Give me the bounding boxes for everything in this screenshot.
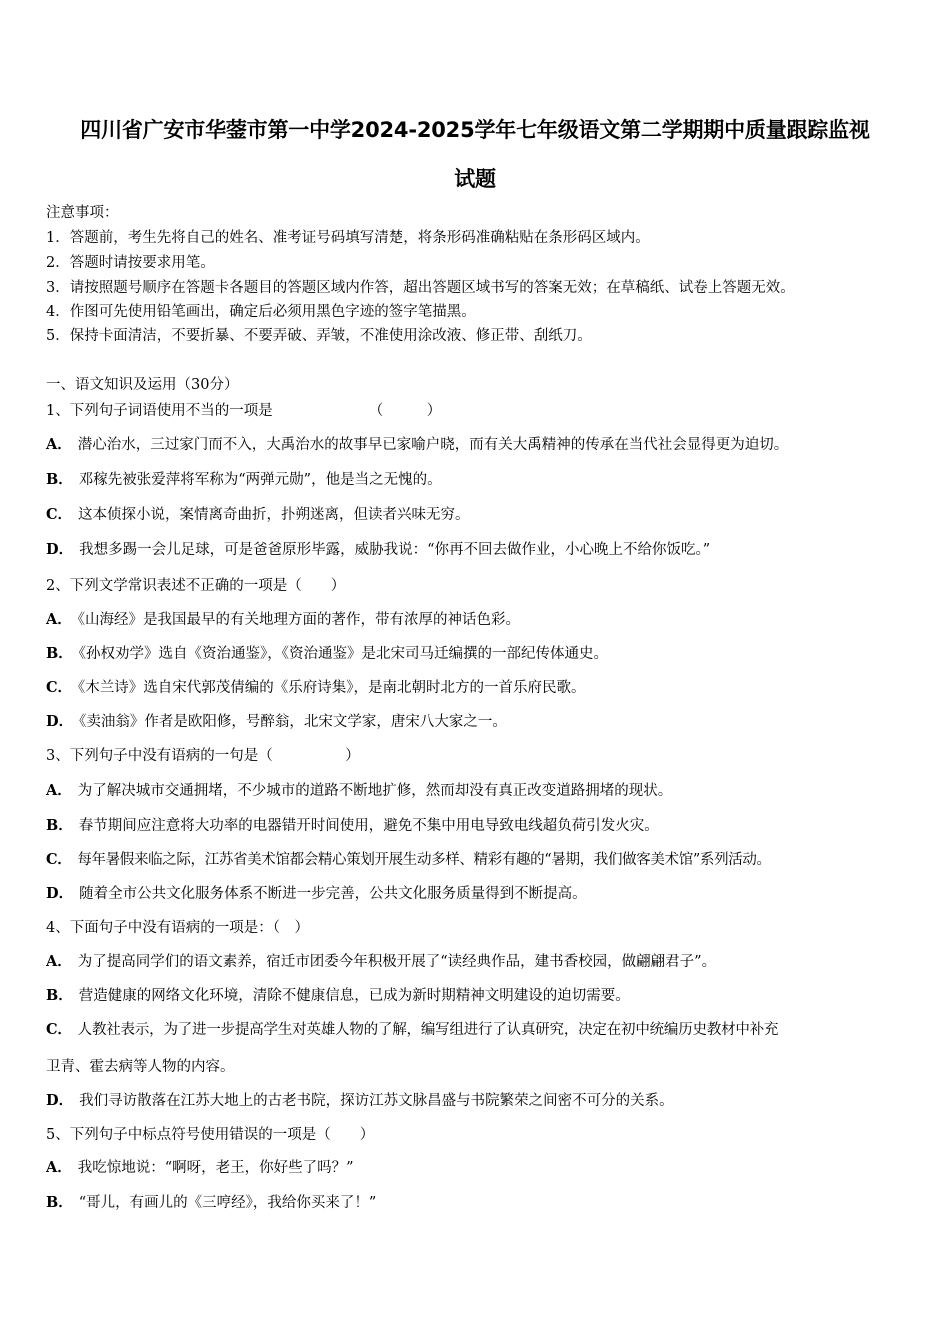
- notice-item-4: 4．作图可先使用铅笔画出，确定后必须用黑色字迹的签字笔描黑。: [46, 304, 476, 320]
- option-text: 为了提高同学们的语文素养，宿迁市团委今年积极开展了“读经典作品，建书香校园，做翩翩君子”。: [77, 954, 717, 970]
- option-label: B．: [46, 987, 73, 1004]
- question-4-option-b: [46, 986, 630, 1006]
- option-label: C．: [46, 679, 73, 696]
- question-4-option-a: [46, 952, 716, 972]
- question-2-option-a: [46, 610, 520, 630]
- option-label: D．: [46, 885, 74, 902]
- option-text: 我吃惊地说：“啊呀，老王，你好些了吗？”: [77, 1160, 354, 1176]
- notice-item-5: 5．保持卡面清洁，不要折暴、不要弄破、弄皱，不准使用涂改液、修正带、刮纸刀。: [46, 328, 592, 344]
- option-text: 潜心治水，三过家门而不入，大禹治水的故事早已家喻户晓，而有关大禹精神的传承在当代社会显得更为迫切。: [77, 437, 789, 453]
- question-1-option-b: [46, 470, 442, 490]
- question-2-option-b: [46, 644, 608, 664]
- option-text: 每年暑假来临之际，江苏省美术馆都会精心策划开展生动多样、精彩有趣的“暑期，我们做客美术馆”系列活动。: [77, 852, 771, 868]
- question-4-option-c: [46, 1020, 778, 1040]
- exam-title-line-2: 试题: [454, 167, 496, 191]
- option-text: 邓稼先被张爱萍将军称为“两弹元勋”，他是当之无愧的。: [78, 472, 442, 488]
- option-text: 这本侦探小说，案情离奇曲折，扑朔迷离，但读者兴味无穷。: [78, 507, 470, 523]
- option-label: C．: [46, 851, 72, 868]
- question-3-option-b: [46, 816, 659, 836]
- option-label: B．: [46, 817, 73, 834]
- option-text: 《山海经》是我国最早的有关地理方面的著作，带有浓厚的神话色彩。: [77, 612, 521, 628]
- option-label: B．: [46, 1194, 73, 1211]
- question-1-option-c: [46, 505, 470, 525]
- option-label: A．: [46, 1159, 72, 1176]
- question-5-option-a: [46, 1158, 354, 1178]
- option-text: 我想多踢一会儿足球，可是爸爸原形毕露，威胁我说：“你再不回去做作业，小心晚上不给你饭吃。”: [79, 542, 711, 558]
- option-label: A．: [46, 782, 72, 799]
- option-label: D．: [46, 1092, 74, 1109]
- option-text: 我们寻访散落在江苏大地上的古老书院，探访江苏文脉昌盛与书院繁荣之间密不可分的关系。: [79, 1093, 674, 1109]
- option-text: 《卖油翁》作者是欧阳修，号醉翁，北宋文学家，唐宋八大家之一。: [79, 714, 507, 730]
- option-label: B．: [46, 471, 73, 488]
- question-2-stem: 2、下列文学常识表述不正确的一项是（ ）: [46, 578, 346, 594]
- question-3-option-c: [46, 850, 771, 870]
- option-text: 《孙权劝学》选自《资治通鉴》，《资治通鉴》是北宋司马迁编撰的一部纪传体通史。: [78, 646, 609, 662]
- question-2-option-c: [46, 678, 586, 698]
- option-text: 《木兰诗》选自宋代郭茂倩编的《乐府诗集》，是南北朝时北方的一首乐府民歌。: [78, 680, 586, 696]
- option-label: A．: [46, 953, 72, 970]
- question-5-stem: 5、下列句子中标点符号使用错误的一项是（ ）: [46, 1127, 375, 1143]
- option-label: C．: [46, 1021, 72, 1038]
- option-label: D．: [46, 541, 74, 558]
- exam-title-line-1: 四川省广安市华蓥市第一中学2024-2025学年七年级语文第二学期期中质量跟踪监视: [80, 118, 870, 142]
- question-4-option-c-continued: 卫青、霍去病等人物的内容。: [46, 1059, 235, 1075]
- question-3-stem: 3、下列句子中没有语病的一句是（ ）: [46, 748, 360, 764]
- option-label: A．: [46, 436, 72, 453]
- section-heading: 一、语文知识及运用（30分）: [46, 377, 239, 393]
- option-label: A．: [46, 611, 72, 628]
- question-3-option-a: [46, 781, 672, 801]
- question-4-option-d: [46, 1091, 674, 1111]
- question-1-text: 1、下列句子词语使用不当的一项是: [46, 403, 273, 419]
- option-text: 随着全市公共文化服务体系不断进一步完善，公共文化服务质量得到不断提高。: [79, 886, 587, 902]
- question-1-paren: （ ）: [368, 403, 442, 419]
- notice-item-3: 3．请按照题号顺序在答题卡各题目的答题区域内作答，超出答题区域书写的答案无效；在草稿纸、试卷上答题无效。: [46, 280, 795, 296]
- question-1-stem: [46, 401, 441, 421]
- question-4-stem: 4、下面句子中没有语病的一项是：（ ）: [46, 920, 309, 936]
- option-text: 人教社表示，为了进一步提高学生对英雄人物的了解，编写组进行了认真研究，决定在初中统编历史教材中补充: [77, 1022, 779, 1038]
- option-text: 春节期间应注意将大功率的电器错开时间使用，避免不集中用电导致电线超负荷引发火灾。: [78, 818, 659, 834]
- option-label: B．: [46, 645, 73, 662]
- option-text: “哥儿，有画儿的《三哼经》，我给你买来了！”: [78, 1195, 377, 1211]
- question-5-option-b: [46, 1193, 376, 1213]
- option-label: C．: [46, 506, 73, 523]
- question-1-option-a: [46, 435, 788, 455]
- question-3-option-d: [46, 884, 587, 904]
- option-label: D．: [46, 713, 74, 730]
- notice-item-1: 1．答题前，考生先将自己的姓名、准考证号码填写清楚，将条形码准确粘贴在条形码区域内。: [46, 230, 650, 246]
- question-1-option-d: [46, 540, 710, 560]
- option-text: 营造健康的网络文化环境，清除不健康信息，已成为新时期精神文明建设的迫切需要。: [78, 988, 630, 1004]
- notice-heading: 注意事项：: [46, 205, 119, 221]
- notice-item-2: 2．答题时请按要求用笔。: [46, 255, 215, 271]
- option-text: 为了解决城市交通拥堵，不少城市的道路不断地扩修，然而却没有真正改变道路拥堵的现状。: [77, 783, 673, 799]
- question-2-option-d: [46, 712, 507, 732]
